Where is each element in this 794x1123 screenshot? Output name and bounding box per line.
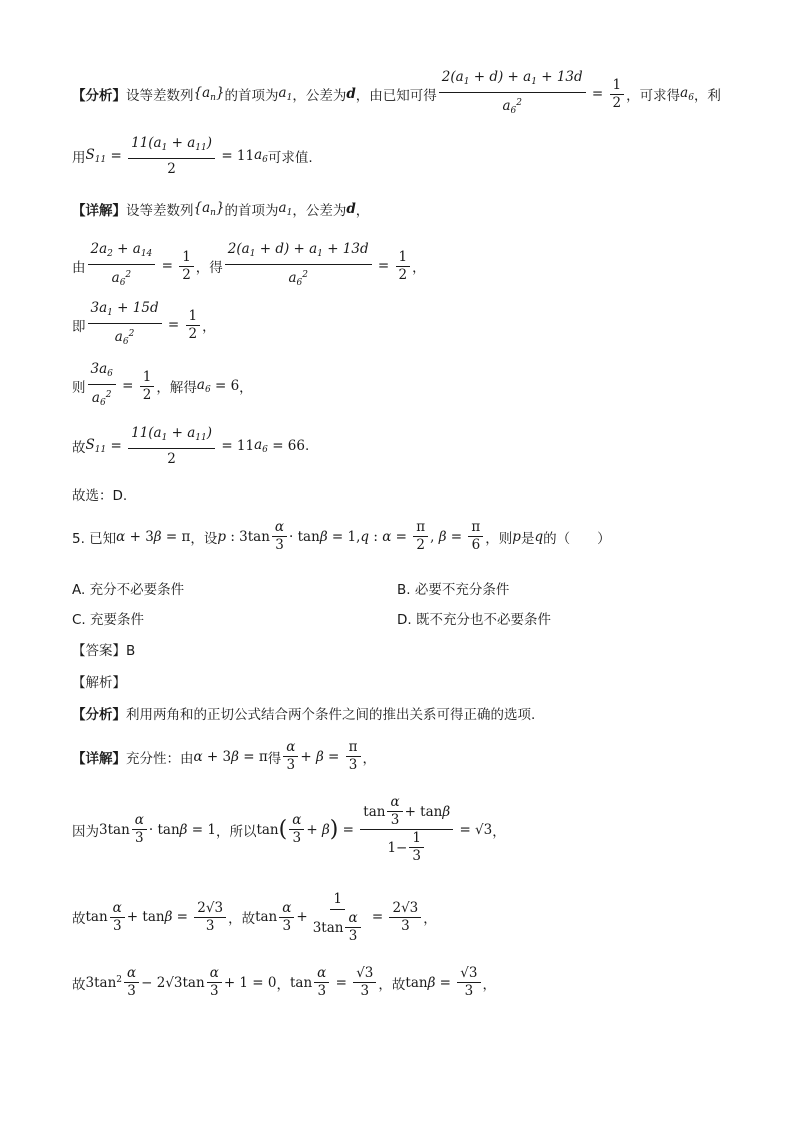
question-5: 5. 已知 α + 3 β = π ，设 p : 3tan $\frac{\alpha}{3}$ · tan β = 1, q : α = $\frac{\pi}{2}$ , β = $\frac{\pi}{6}$ ，则 p 是 q 的（ ） [72,519,611,553]
option-b: B. 必要不充分条件 [397,582,510,598]
option-d: D. 既不充分也不必要条件 [397,612,551,628]
answer-line: 【答案】B [72,643,136,659]
detail2-line-1: 【详解】 充分性：由 α + 3 β = π 得 $\frac{\alpha}{3}$ + β = $\frac{\pi}{3}$ ， [72,739,377,773]
detail2-line-2: 因为 3tan $\frac{\alpha}{3}$ · tan β = 1 ，所以 tan ( $\frac{\alpha}{3}$ + β ) = tan $\frac{\alpha}{3}$ + tan β 1− $\frac{1}{3}$ = √3 ， [72,794,506,864]
detail2-line-3: 故 tan $\frac{\alpha}{3}$ + tan β = $\frac{2√3}{3}$ ，故 tan $\frac{\alpha}{3}$ + 1 3tan $\frac{\alpha}{3}$ = $\frac{2√3}{3}$ ， [72,891,437,944]
detail-line-1: 【详解】 设等差数列 $\{a_n\}$ 的首项为 $a_1$ ，公差为 d ， [72,200,370,219]
detail-line-3: 即 $\frac{3a_1 + 15d}{a_6^2}$ = $\frac{1}{2}$ ， [72,300,216,347]
analysis2-line: 【分析】 利用两角和的正切公式结合两个条件之间的推出关系可得正确的选项. [72,707,536,723]
jiexi-line: 【解析】 [72,675,126,691]
analysis-line-1: 【分析】 设等差数列 $\{a_n\}$ 的首项为 $a_1$ ，公差为 d ，由已知可得 $\frac{2(a_1 + d) + a_1 + 13d}{a_6^2}$ = $\frac{1}{2}$ ，可求得 $a_6$ ，利 [72,68,721,120]
detail2-line-4: 故 $3\tan^2$ $\frac{\alpha}{3}$ − 2√3tan $\frac{\alpha}{3}$ + 1 = 0 ， tan $\frac{\alpha}{3}$ = $\frac{√3}{3}$ ，故 tan β = $\frac{√3}{3}$ ， [72,965,496,999]
option-c: C. 充要条件 [72,612,145,628]
detail-line-2: 由 $\frac{2a_2 + a_{14}}{a_6^2}$ = $\frac{1}{2}$ ，得 $\frac{2(a_1 + d) + a_1 + 13d}{a_6^2}$ = $\frac{1}{2}$ ， [72,241,426,288]
sequence-notation: $\{a_n\}$ [193,85,225,103]
detail-tag: 【详解】 [72,203,126,219]
analysis-tag: 【分析】 [72,88,126,104]
detail-line-4: 则 $\frac{3a_6}{a_6^2}$ = $\frac{1}{2}$ ，解得 $a_6$ = 6 ， [72,361,253,408]
analysis-line-2: 用 $S_{11}$ = $\frac{11(a_1 + a_{11})}{2}$ = 11 $a_6$ 可求值. [72,135,313,177]
choose-line: 故选：D. [72,488,128,504]
equation-fraction: $\frac{2(a_1 + d) + a_1 + 13d}{a_6^2}$ [439,68,586,120]
option-a: A. 充分不必要条件 [72,582,185,598]
detail-line-5: 故 $S_{11}$ = $\frac{11(a_1 + a_{11})}{2}$ = 11 $a_6$ = 66 . [72,425,310,467]
